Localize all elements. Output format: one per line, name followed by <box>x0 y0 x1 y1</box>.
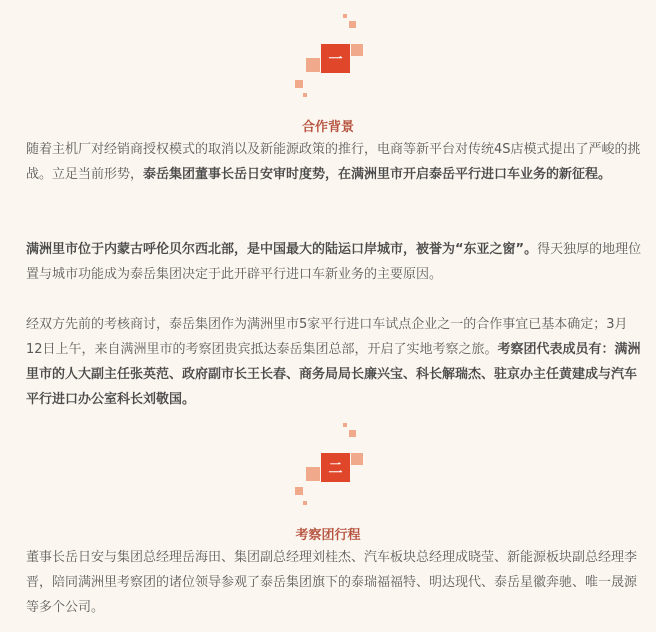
badge-square-icon <box>306 467 320 481</box>
badge-square-icon <box>349 21 356 28</box>
badge-square-icon <box>349 430 356 437</box>
paragraph-bold-text: 泰岳集团董事长岳日安审时度势，在满洲里市开启泰岳平行进口车业务的新征程。 <box>143 167 612 182</box>
paragraph-text: 随着主机厂对经销商授权模式的取消以及新能源政策的推行，电商等新平台对传统4S店模式提出了严峻的挑战。立足当前形势， <box>26 142 641 182</box>
badge-square-icon <box>351 44 363 56</box>
paragraph-text: 董事长岳日安与集团总经理岳海田、集团副总经理刘桂杰、汽车板块总经理成晓莹、新能源板块副总经理李晋，陪同满洲里考察团的诸位领导参观了泰岳集团旗下的泰瑞福福特、明达现代、泰岳星徽奔驰、唯一晟源等多个公司。 <box>26 550 638 615</box>
badge-square-icon <box>303 501 307 505</box>
paragraph-text: 得天独厚的地理位置与城市功能成为泰岳集团决定于此开辟平行进口车新业务的主要原因。 <box>26 242 642 282</box>
badge-square-icon <box>303 93 307 97</box>
section-title-1: 合作背景 <box>301 120 354 135</box>
section-number-badge <box>321 44 350 73</box>
paragraph-2-1 <box>26 545 642 620</box>
badge-square-icon <box>295 80 303 88</box>
paragraph-text: 经双方先前的考核商讨，泰岳集团作为满洲里市5家平行进口车试点企业之一的合作事宜已基本确定；3月12日上午，来自满洲里市的考察团贵宾抵达泰岳集团总部，开启了实地考察之旅。 <box>26 317 628 357</box>
badge-square-icon <box>351 453 363 465</box>
paragraph-bold-text: 满洲里市位于内蒙古呼伦贝尔西北部，是中国最大的陆运口岸城市，被誉为“东亚之窗”。 <box>26 242 538 257</box>
paragraph-1-2 <box>26 237 642 287</box>
section-number: 一 <box>328 51 343 68</box>
section-badge-1 <box>289 10 369 105</box>
paragraph-1-3 <box>26 312 642 412</box>
badge-square-icon <box>343 423 347 427</box>
paragraph-1-1 <box>26 137 642 187</box>
badge-square-icon <box>295 487 303 495</box>
section-badge-2 <box>289 419 369 514</box>
paragraph-bold-text: 考察团代表成员有：满洲里市的人大副主任张英范、政府副市长王长春、商务局局长廉兴宝、科长解瑞杰、驻京办主任黄建成与汽车平行进口办公室科长刘敬国。 <box>26 342 641 407</box>
badge-square-icon <box>343 14 347 18</box>
section-number: 二 <box>328 460 343 477</box>
section-title-2: 考察团行程 <box>295 528 361 543</box>
badge-square-icon <box>306 58 320 72</box>
section-number-badge <box>321 453 350 482</box>
